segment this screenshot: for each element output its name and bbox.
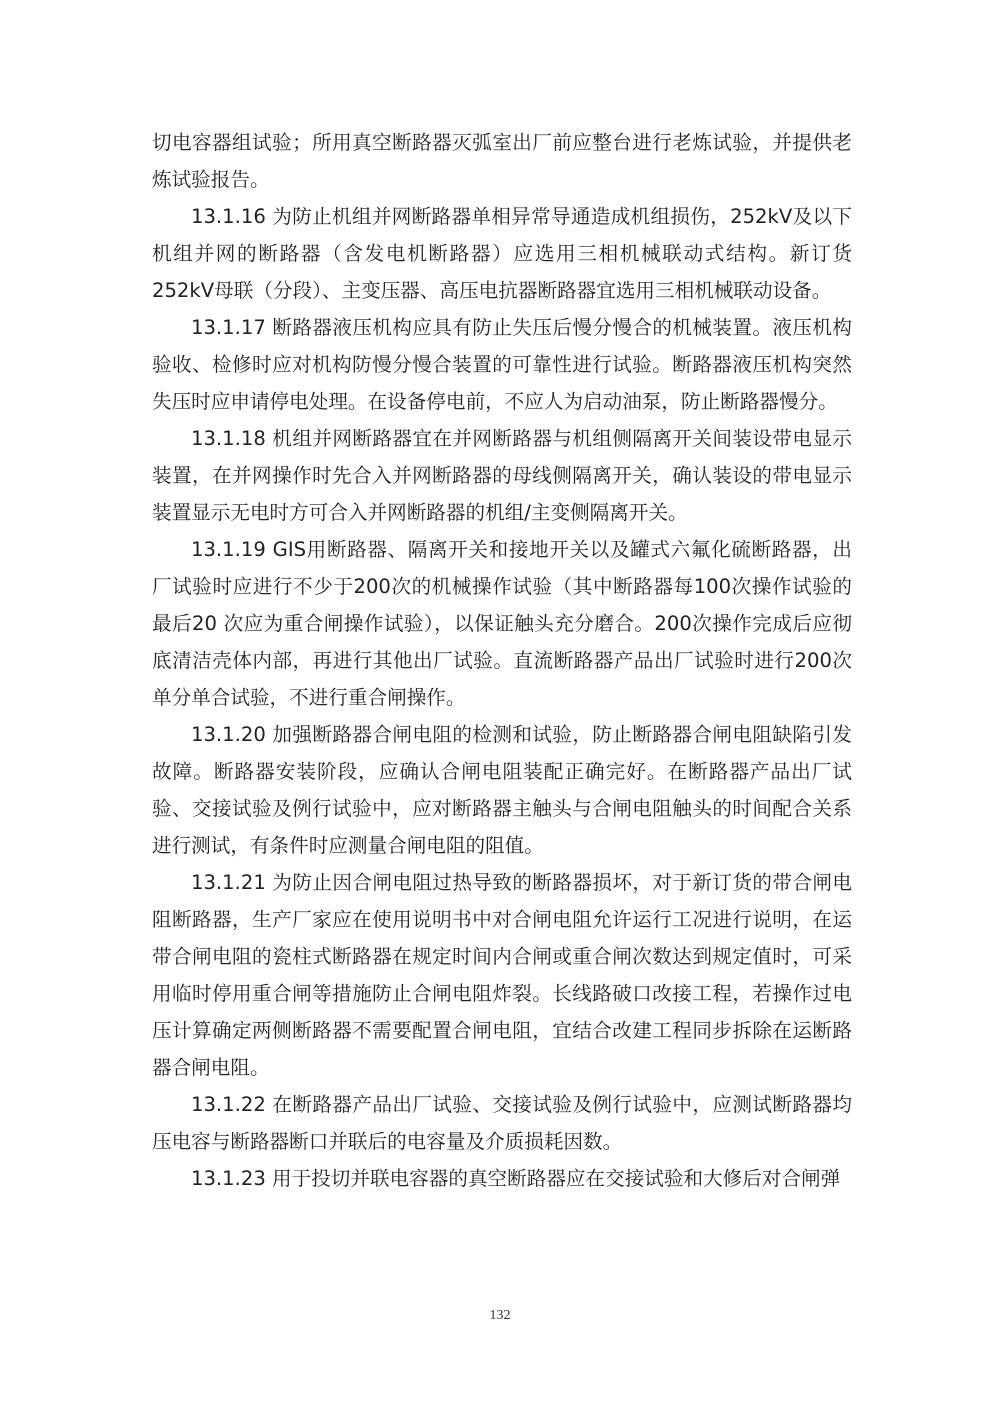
paragraph: 13.1.22 在断路器产品出厂试验、交接试验及例行试验中，应测试断路器均压电容与断路器断口并联后的电容量及介质损耗因数。 (152, 1093, 852, 1153)
paragraph: 13.1.23 用于投切并联电容器的真空断路器应在交接试验和大修后对合闸弹 (191, 1167, 841, 1190)
body-text (152, 124, 852, 1197)
paragraph: 13.1.16 为防止机组并网断路器单相异常导通造成机组损伤，252kV及以下机组并网的断路器（含发电机断路器）应选用三相机械联动式结构。新订货252kV母联（分段）、主变压器、高压电抗器断路器宜选用三相机械联动设备。 (152, 205, 852, 302)
paragraph: 13.1.20 加强断路器合闸电阻的检测和试验，防止断路器合闸电阻缺陷引发故障。断路器安装阶段，应确认合闸电阻装配正确完好。在断路器产品出厂试验、交接试验及例行试验中，应对断路器主触头与合闸电阻触头的时间配合关系进行测试，有条件时应测量合闸电阻的阻值。 (152, 723, 852, 857)
paragraph: 13.1.17 断路器液压机构应具有防止失压后慢分慢合的机械装置。液压机构验收、检修时应对机构防慢分慢合装置的可靠性进行试验。断路器液压机构突然失压时应申请停电处理。在设备停电前，不应人为启动油泵，防止断路器慢分。 (152, 316, 852, 413)
paragraph: 13.1.18 机组并网断路器宜在并网断路器与机组侧隔离开关间装设带电显示装置，在并网操作时先合入并网断路器的母线侧隔离开关，确认装设的带电显示装置显示无电时方可合入并网断路器的机组/主变侧隔离开关。 (152, 427, 852, 524)
paragraph: 13.1.21 为防止因合闸电阻过热导致的断路器损坏，对于新订货的带合闸电阻断路器，生产厂家应在使用说明书中对合闸电阻允许运行工况进行说明，在运带合闸电阻的瓷柱式断路器在规定时间内合闸或重合闸次数达到规定值时，可采用临时停用重合闸等措施防止合闸电阻炸裂。长线路破口改接工程，若操作过电压计算确定两侧断路器不需要配置合闸电阻，宜结合改建工程同步拆除在运断路器合闸电阻。 (152, 871, 852, 1079)
paragraph: 切电容器组试验；所用真空断路器灭弧室出厂前应整台进行老炼试验，并提供老炼试验报告。 (152, 131, 852, 191)
paragraph: 13.1.19 GIS用断路器、隔离开关和接地开关以及罐式六氟化硫断路器，出厂试验时应进行不少于200次的机械操作试验（其中断路器每100次操作试验的最后20 次应为重合闸操作试验），以保证触头充分磨合。200次操作完成后应彻底清洁壳体内部，再进行其他出厂试验。直流断路器产品出厂试验时进行200次单分单合试验，不进行重合闸操作。 (152, 538, 852, 709)
page-number: 132 (489, 1308, 511, 1323)
